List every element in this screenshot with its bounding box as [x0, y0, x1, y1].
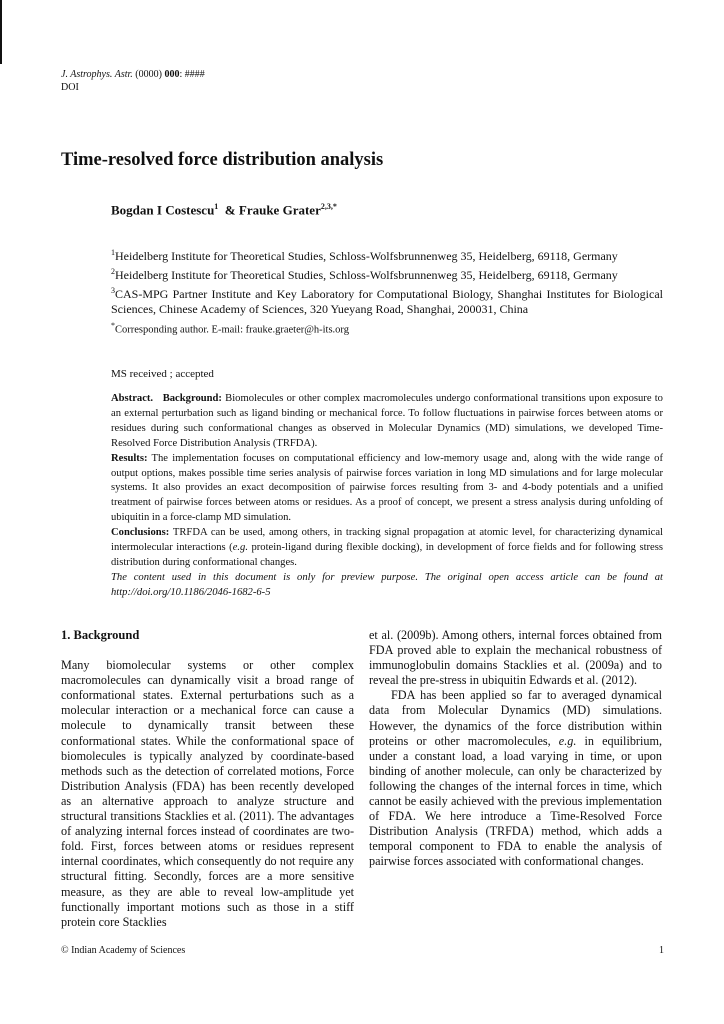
citation-line — [61, 68, 205, 81]
results-text: The implementation focuses on computational efficiency and low-memory usage and, along with the wide range of output options, makes possible time series analysis of pairwise forces variation in long MD simulations and for large molecular systems. It also provides an exact decomposition of pairwise forces resulting from 3- and 4-body potentials and a unified treatment of pairwise forces between atoms or residues. As a proof of concept, we present a stress analysis during unfolding of ubiquitin in a force-clamp MD simulation. — [111, 452, 663, 524]
abstract-background — [111, 392, 663, 452]
journal-header — [61, 68, 205, 94]
body-paragraph: Many biomolecular systems or other complex macromolecules can dynamically visit a broad range of conformational states. External perturbations such as a molecular interaction or a mechanical force can cause a molecule to dynamically transit between these conformational states. While the conformational space of biomolecules is typically analyzed by coordinate-based methods such as the detection of correlated motions, Force Distribution Analysis (FDA) has been recently developed as an alternative approach to analyze structure and structural transitions Stacklies et al. (2011). The advantages of analyzing internal forces instead of coordinates are two-fold. First, forces between atoms or residues represent internal coordinates, which consequently do not require any structural fitting. Secondly, forces are a more sensitive measure, as they are able to reveal low-amplitude yet functionally important motions such as those in a stiff protein core Stacklies — [61, 658, 354, 929]
affiliation-sup: * — [111, 321, 115, 330]
affiliation-text: Heidelberg Institute for Theoretical Studies, Schloss-Wolfsbrunnenweg 35, Heidelberg, 69118, Germany — [115, 249, 618, 263]
body-column-left — [61, 628, 354, 930]
paragraph-text: in equilibrium, under a constant load, a load varying in time, or upon binding of another molecule, can only be characterized by following the changes of the internal forces in time, which cannot be easily achieved with the previous implementation of FDA. We here introduce a Time-Resolved Force Distribution Analysis (TRFDA) method, which adds a temporal component to FDA to enable the analysis of pairwise forces associated with conformational changes. — [369, 733, 662, 869]
conclusions-eg: e.g. — [232, 542, 248, 554]
corresponding-author — [111, 318, 663, 338]
doi-label: DOI — [61, 82, 79, 93]
background-label: Background: — [162, 393, 222, 404]
journal-volume: 000 — [164, 69, 180, 80]
journal-name: J. Astrophys. Astr. — [61, 69, 133, 80]
journal-pages: : #### — [179, 69, 205, 80]
page-footer — [61, 945, 664, 956]
affiliation — [111, 245, 663, 264]
author-name: Frauke Grater — [238, 202, 321, 218]
author-affil-sup: 2,3,* — [320, 202, 337, 211]
abstract-label: Abstract. — [111, 393, 154, 404]
author-separator: & — [224, 202, 236, 218]
affiliation-text: Heidelberg Institute for Theoretical Studies, Schloss-Wolfsbrunnenweg 35, Heidelberg, 69118, Germany — [115, 268, 618, 282]
body-paragraph — [369, 688, 662, 869]
affiliation-list — [111, 245, 663, 338]
preview-note: The content used in this document is only for preview purpose. The original open access article can be found at http://doi.org/10.1186/2046-1682-6-5 — [111, 571, 663, 598]
paper-title: Time-resolved force distribution analysis — [61, 150, 384, 170]
body-paragraph: et al. (2009b). Among others, internal forces obtained from FDA proved able to explain the mechanical robustness of immunoglobulin domains Stacklies et al. (2009a) and to reveal the pre-stress in ubiquitin Edwards et al. (2012). — [369, 628, 662, 688]
copyright: © Indian Academy of Sciences — [61, 945, 186, 956]
page-edge-mark — [0, 0, 2, 64]
paragraph-text: FDA has been applied so far to averaged dynamical data from Molecular Dynamics (MD) simulations. However, the dynamics of the force distribution within proteins or other macromolecules, — [369, 688, 662, 748]
affiliation-sup: 2 — [111, 267, 115, 276]
results-label: Results: — [111, 452, 148, 464]
affiliation-text: CAS-MPG Partner Institute and Key Laboratory for Computational Biology, Shanghai Institutes for Biological Sciences, Chinese Academy of Sciences, 320 Yueyang Road, Shanghai, 200031, China — [111, 287, 663, 316]
abstract — [111, 392, 663, 601]
journal-year: (0000) — [135, 69, 162, 80]
body-column-right — [369, 628, 662, 870]
section-heading: 1. Background — [61, 628, 140, 642]
affiliation-text: Corresponding author. E-mail: frauke.graeter@h-its.org — [115, 324, 349, 336]
affiliation — [111, 264, 663, 283]
paragraph-eg: e.g. — [558, 733, 577, 748]
background-text: Biomolecules or other complex macromolecules undergo conformational transitions upon exposure to an external perturbation such as ligand binding or mechanical force. To follow fluctuations in pairwise forces between atoms or residues during such conformational changes as observed in Molecular Dynamics (MD) simulations, we developed Time-Resolved Force Distribution Analysis (TRFDA). — [111, 393, 663, 449]
ms-received-line: MS received ; accepted — [111, 368, 214, 380]
page-number: 1 — [659, 945, 664, 956]
abstract-conclusions — [111, 526, 663, 571]
conclusions-label: Conclusions: — [111, 527, 170, 539]
author-list — [111, 202, 337, 218]
affiliation — [111, 283, 663, 317]
affiliation-sup: 3 — [111, 286, 115, 295]
author-affil-sup: 1 — [214, 202, 219, 211]
author-name: Bogdan I Costescu — [111, 202, 215, 218]
conclusions-text: protein-ligand during flexible docking), in development of force fields and for following stress distribution during conformational changes. — [111, 542, 664, 568]
affiliation-sup: 1 — [111, 248, 115, 257]
conclusions-text: TRFDA can be used, among others, in tracking signal propagation at atomic level, for characterizing dynamical intermolecular interactions ( — [111, 527, 663, 554]
abstract-results — [111, 452, 663, 527]
